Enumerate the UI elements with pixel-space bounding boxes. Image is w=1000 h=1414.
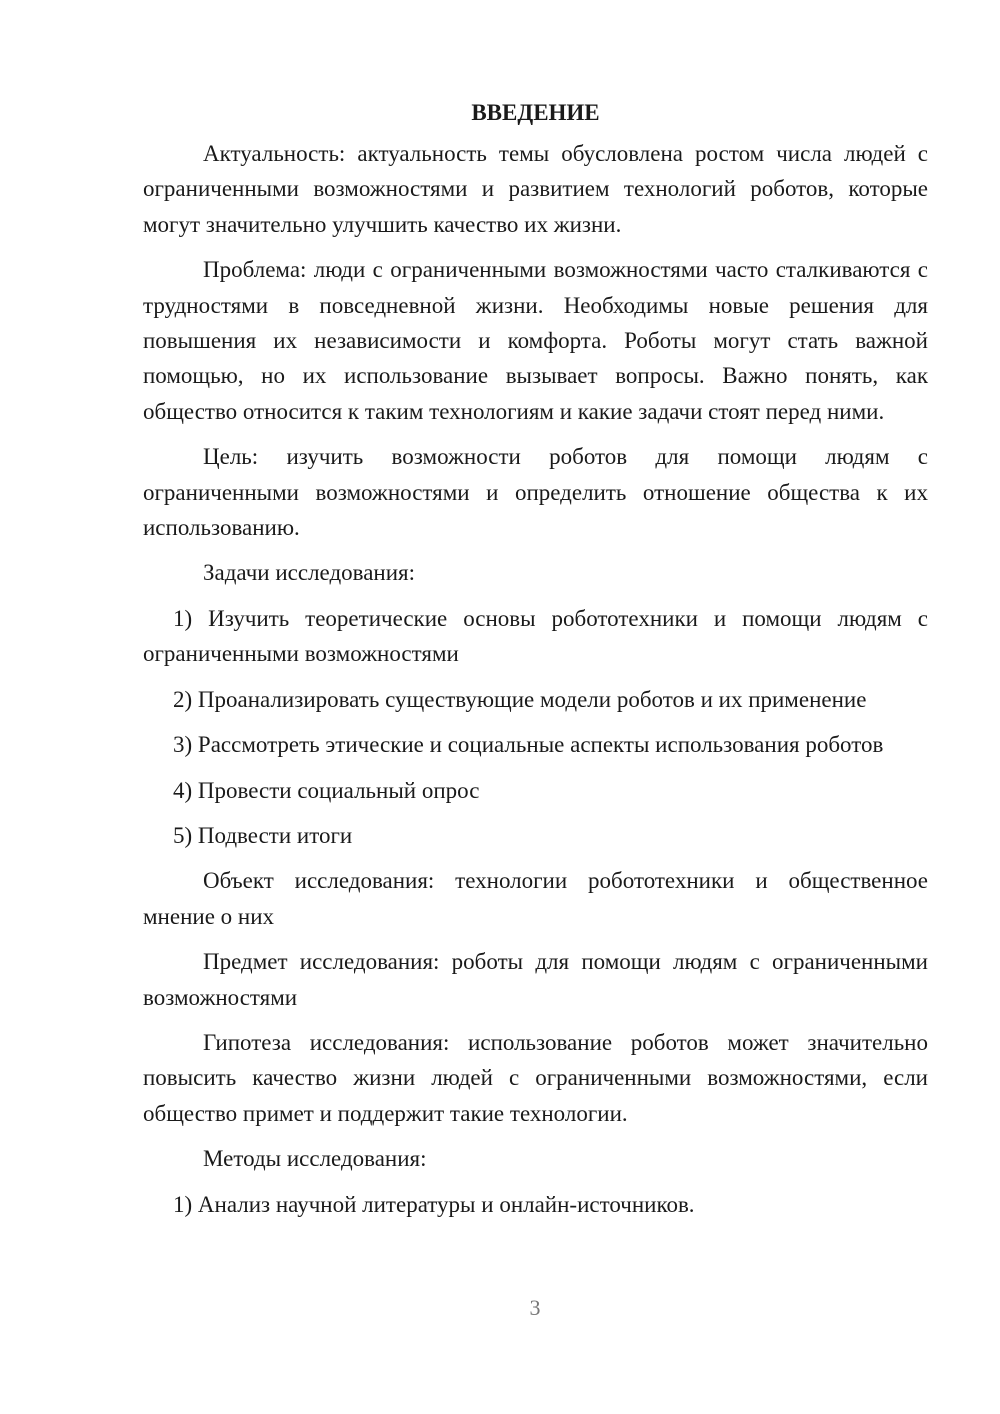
methods-title: Методы исследования: [203, 1146, 427, 1172]
task-item-1: 1) Изучить теоретические основы робототехники и помощи людям с ограниченными возможностями [143, 605, 928, 667]
tasks-title: Задачи исследования: [203, 560, 416, 586]
task-item-2: 2) Проанализировать существующие модели роботов и их применение [173, 686, 867, 712]
goal-paragraph: Цель: изучить возможности роботов для помощи людям с ограниченными возможностями и определить отношение общества к их использованию. [143, 444, 928, 541]
subject-paragraph: Предмет исследования: роботы для помощи людям с ограниченными возможностями [143, 949, 928, 1010]
task-item-4: 4) Провести социальный опрос [173, 777, 480, 803]
page-number: 3 [529, 1295, 541, 1320]
hypothesis-paragraph: Гипотеза исследования: использование роботов может значительно повысить качество жизни людей с ограниченными возможностями, если общество примет и поддержит такие технологии. [143, 1029, 928, 1126]
document-body [143, 95, 928, 1232]
method-item-1: 1) Анализ научной литературы и онлайн-источников. [173, 1191, 695, 1217]
relevance-paragraph: Актуальность: актуальность темы обусловлена ростом числа людей с ограниченными возможностями и развитием технологий роботов, которые могут значительно улучшить качество их жизни. [143, 141, 928, 237]
object-paragraph: Объект исследования: технологии робототехники и общественное мнение о них [143, 868, 928, 929]
section-heading: ВВЕДЕНИЕ [471, 100, 600, 125]
task-item-5: 5) Подвести итоги [173, 822, 353, 848]
problem-paragraph: Проблема: люди с ограниченными возможностями часто сталкиваются с трудностями в повседневной жизни. Необходимы новые решения для повышения их независимости и комфорта. Роботы могут стать важной помощью, но их использование вызывает вопросы. Важно понять, как общество относится к таким технологиям и какие задачи стоят перед ними. [143, 257, 928, 424]
task-item-3: 3) Рассмотреть этические и социальные аспекты использования роботов [173, 732, 884, 758]
